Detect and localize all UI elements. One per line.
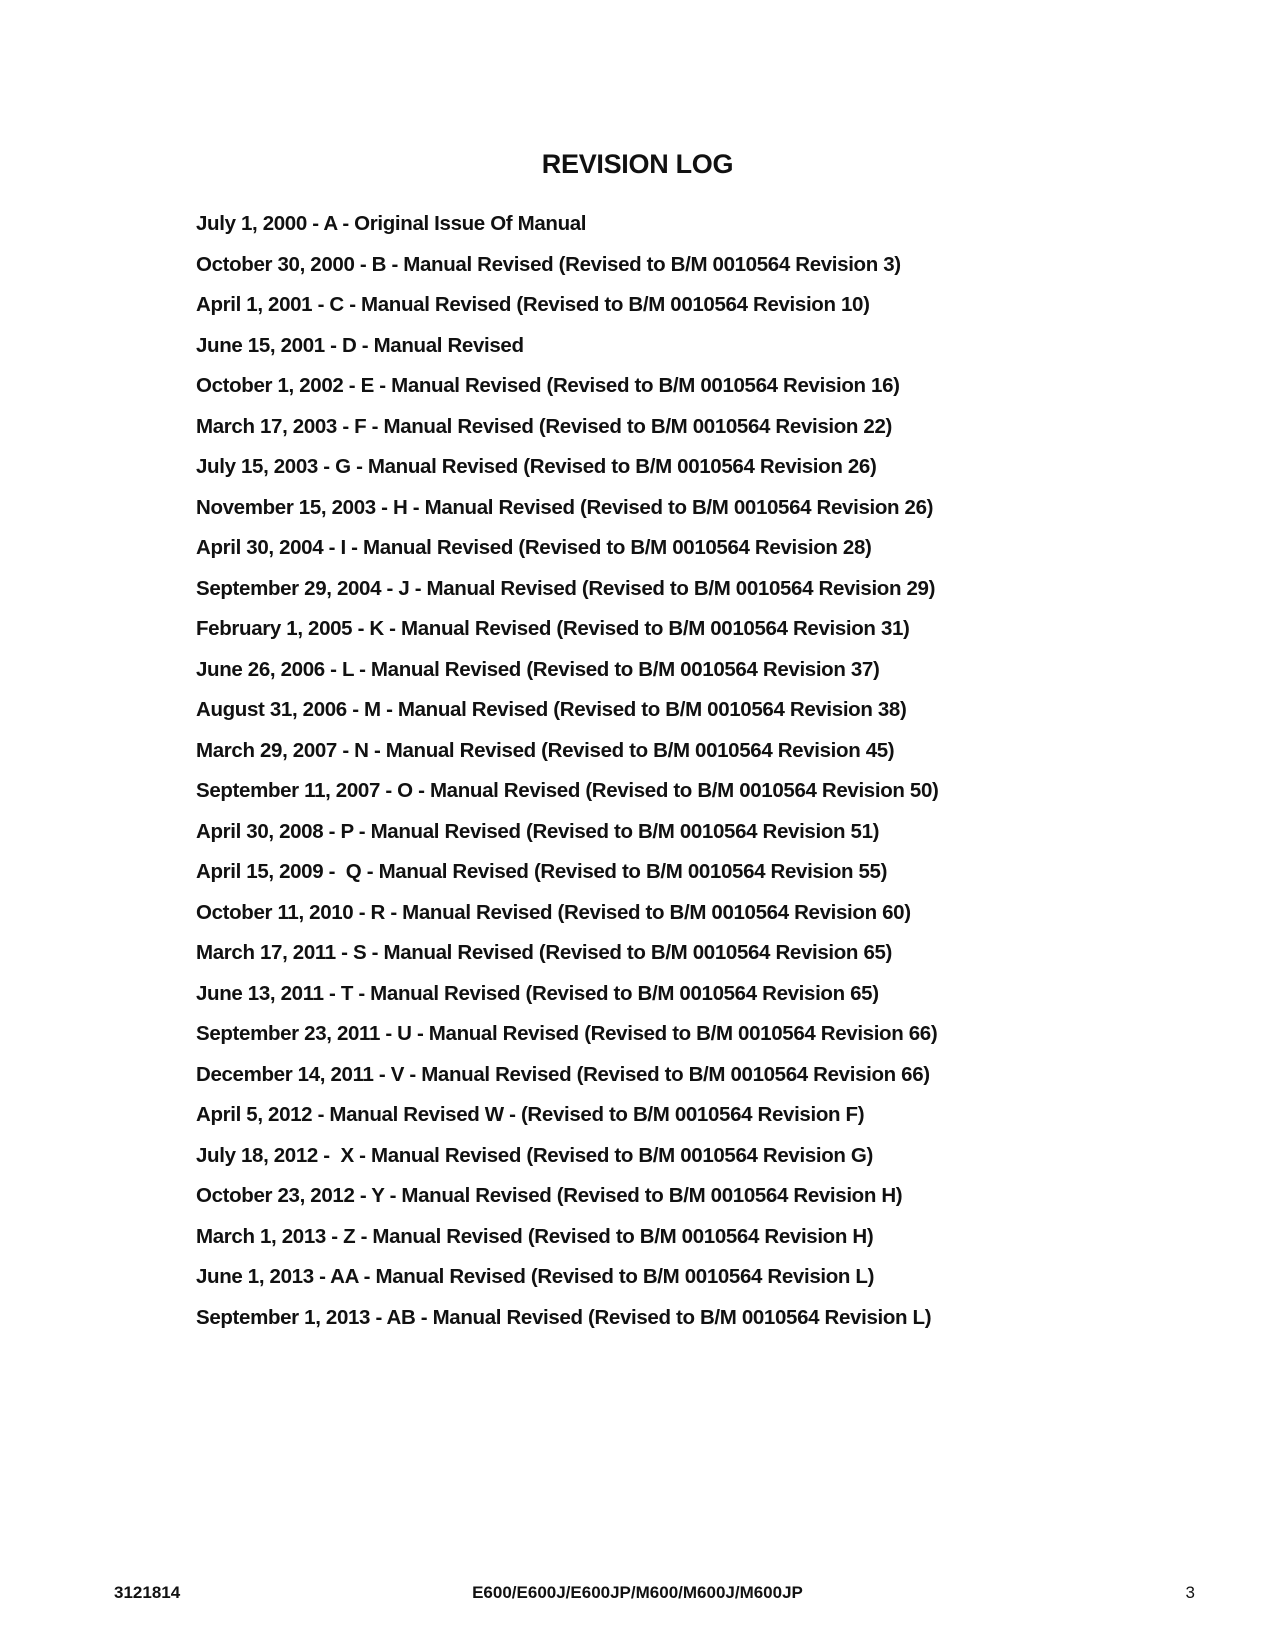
revision-entry: July 18, 2012 - X - Manual Revised (Revised to B/M 0010564 Revision G) (196, 1143, 873, 1167)
revision-entry: September 29, 2004 - J - Manual Revised (Revised to B/M 0010564 Revision 29) (196, 576, 936, 600)
revision-entry: July 15, 2003 - G - Manual Revised (Revised to B/M 0010564 Revision 26) (196, 455, 877, 478)
revision-list (196, 204, 1196, 1338)
revision-entry: February 1, 2005 - K - Manual Revised (Revised to B/M 0010564 Revision 31) (196, 617, 910, 640)
revision-entry: October 30, 2000 - B - Manual Revised (Revised to B/M 0010564 Revision 3) (196, 252, 901, 276)
revision-entry: October 23, 2012 - Y - Manual Revised (Revised to B/M 0010564 Revision H) (196, 1184, 903, 1207)
revision-entry: September 23, 2011 - U - Manual Revised (Revised to B/M 0010564 Revision 66) (196, 1022, 938, 1045)
revision-entry: October 11, 2010 - R - Manual Revised (Revised to B/M 0010564 Revision 60) (196, 900, 911, 924)
footer-models: E600/E600J/E600JP/M600/M600J/M600JP (472, 1583, 803, 1602)
footer-page-number: 3 (1185, 1583, 1195, 1602)
revision-entry: July 1, 2000 - A - Original Issue Of Manual (196, 212, 587, 235)
revision-entry: October 1, 2002 - E - Manual Revised (Revised to B/M 0010564 Revision 16) (196, 374, 900, 397)
revision-entry: April 30, 2008 - P - Manual Revised (Revised to B/M 0010564 Revision 51) (196, 819, 880, 843)
revision-entry: April 5, 2012 - Manual Revised W - (Revised to B/M 0010564 Revision F) (196, 1103, 865, 1126)
revision-entry: March 29, 2007 - N - Manual Revised (Revised to B/M 0010564 Revision 45) (196, 738, 895, 762)
revision-entry: June 26, 2006 - L - Manual Revised (Revised to B/M 0010564 Revision 37) (196, 657, 880, 681)
revision-entry: September 11, 2007 - O - Manual Revised (Revised to B/M 0010564 Revision 50) (196, 779, 939, 802)
revision-entry: April 1, 2001 - C - Manual Revised (Revised to B/M 0010564 Revision 10) (196, 293, 870, 316)
revision-entry: December 14, 2011 - V - Manual Revised (Revised to B/M 0010564 Revision 66) (196, 1062, 930, 1086)
footer-doc-number: 3121814 (114, 1583, 181, 1602)
revision-entry: March 17, 2011 - S - Manual Revised (Revised to B/M 0010564 Revision 65) (196, 941, 893, 964)
revision-entry: March 1, 2013 - Z - Manual Revised (Revised to B/M 0010564 Revision H) (196, 1224, 874, 1248)
revision-entry: June 1, 2013 - AA - Manual Revised (Revised to B/M 0010564 Revision L) (196, 1265, 875, 1288)
revision-entry: August 31, 2006 - M - Manual Revised (Revised to B/M 0010564 Revision 38) (196, 698, 907, 721)
revision-entry: April 30, 2004 - I - Manual Revised (Revised to B/M 0010564 Revision 28) (196, 536, 872, 559)
revision-entry: June 15, 2001 - D - Manual Revised (196, 333, 524, 357)
revision-entry: September 1, 2013 - AB - Manual Revised (Revised to B/M 0010564 Revision L) (196, 1305, 932, 1329)
revision-entry: November 15, 2003 - H - Manual Revised (Revised to B/M 0010564 Revision 26) (196, 495, 934, 519)
revision-entry: June 13, 2011 - T - Manual Revised (Revised to B/M 0010564 Revision 65) (196, 981, 879, 1005)
page-title: REVISION LOG (541, 149, 734, 179)
revision-entry: April 15, 2009 - Q - Manual Revised (Revised to B/M 0010564 Revision 55) (196, 860, 888, 883)
revision-entry: March 17, 2003 - F - Manual Revised (Revised to B/M 0010564 Revision 22) (196, 414, 893, 438)
